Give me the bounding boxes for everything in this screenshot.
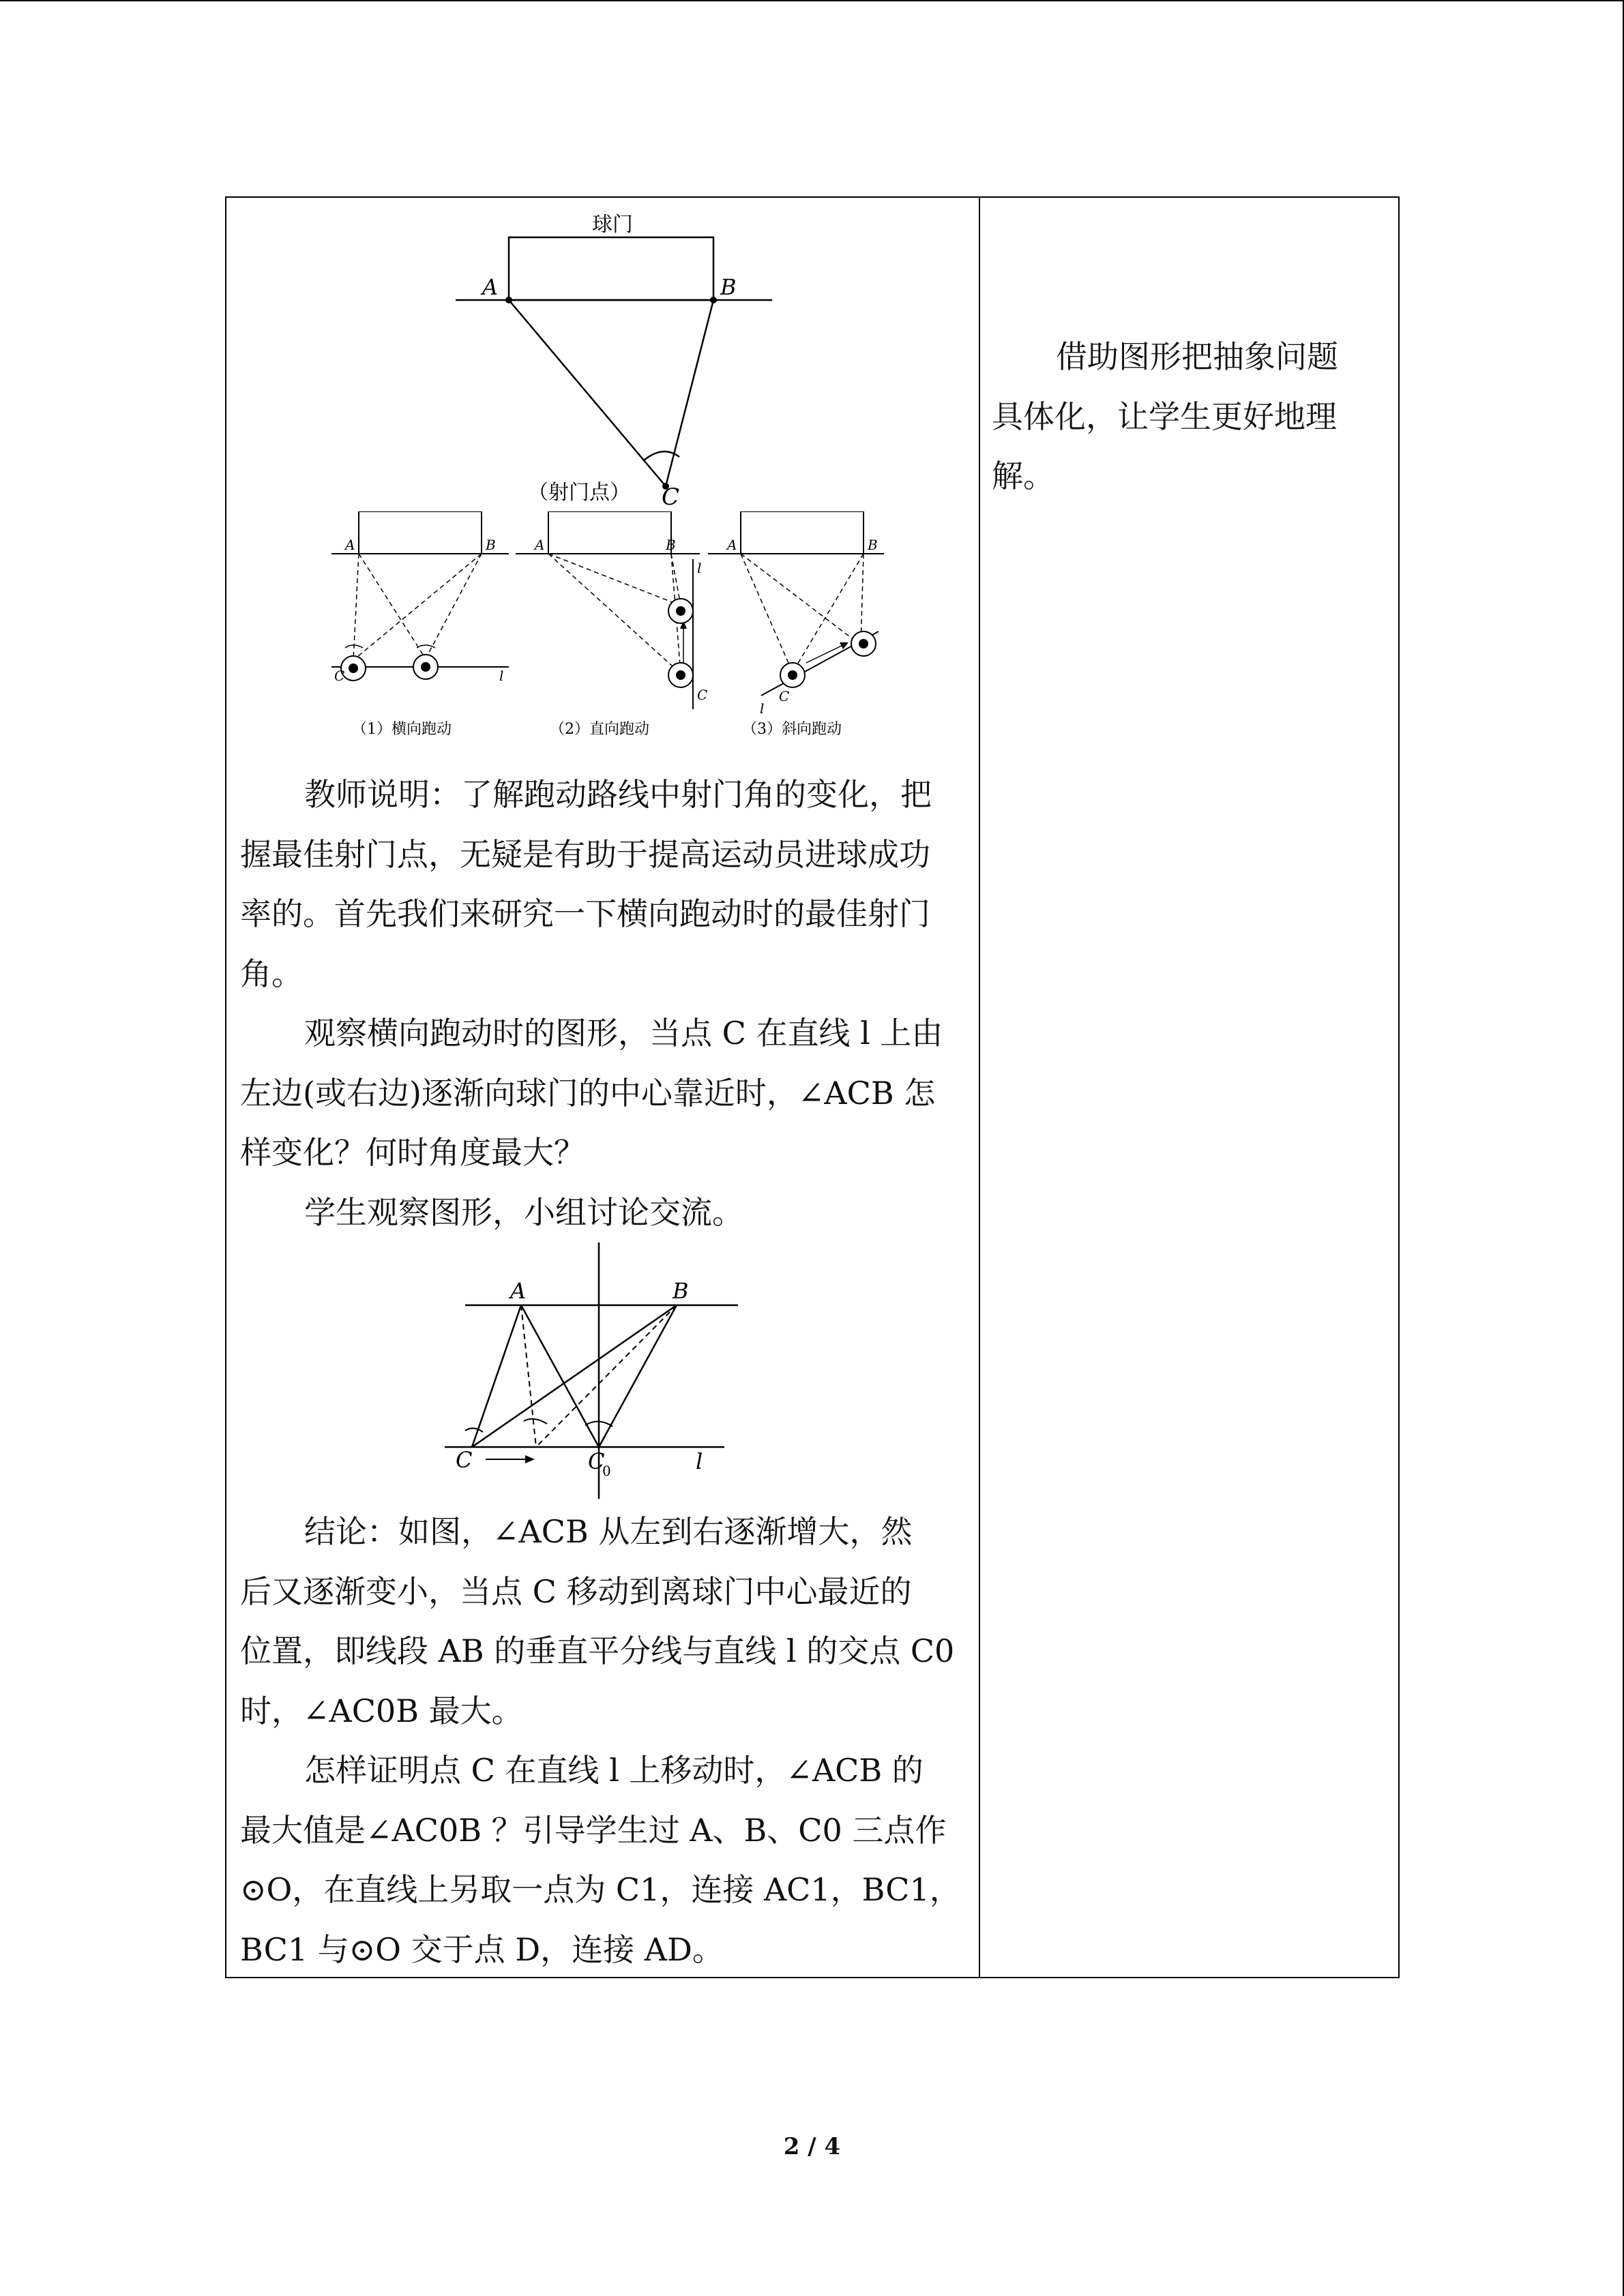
fig2-2-label-l: l — [697, 560, 702, 576]
text-line: 握最佳射门点，无疑是有助于提高运动员进球成功 — [240, 835, 930, 873]
fig3-label-c: C — [456, 1447, 473, 1473]
right-cell — [992, 198, 1387, 1977]
lesson-table — [225, 196, 1400, 1978]
fig3-label-a: A — [510, 1278, 527, 1304]
goal-label: 球门 — [592, 213, 633, 237]
fig3-label-l: l — [696, 1448, 703, 1474]
fig2-3-label-b: B — [868, 537, 878, 553]
caption-diagonal: （3）斜向跑动 — [742, 721, 842, 738]
text-line: 学生观察图形，小组讨论交流。 — [304, 1194, 743, 1231]
text-line: 样变化？何时角度最大？ — [240, 1134, 585, 1171]
column-divider — [979, 198, 980, 1977]
paragraph-discussion — [240, 1183, 966, 1243]
design-intent-note — [992, 327, 1389, 507]
figure-goal-angle — [445, 206, 772, 506]
text-line: 角。 — [240, 955, 303, 992]
text-line: 教师说明：了解跑动路线中射门角的变化，把 — [304, 776, 932, 813]
text-line: 解。 — [992, 458, 1054, 494]
fig2-2-label-a: A — [535, 537, 545, 553]
fig3-label-c0-subscript: 0 — [602, 1463, 611, 1479]
text-line: 借助图形把抽象问题 — [1056, 338, 1338, 375]
text-line: ⊙O，在直线上另取一点为 C1，连接 AC1，BC1， — [240, 1871, 961, 1908]
fig1-label-b: B — [720, 274, 737, 300]
text-line: 后又逐渐变小，当点 C 移动到离球门中心最近的 — [240, 1572, 912, 1610]
fig2-2-label-c: C — [697, 687, 708, 703]
fig2-3-label-l: l — [760, 700, 765, 717]
text-line: BC1 与⊙O 交于点 D，连接 AD。 — [240, 1930, 724, 1968]
text-line: 最大值是∠AC0B ？引导学生过 A、B、C0 三点作 — [240, 1811, 947, 1849]
text-line: 左边(或右边)逐渐向球门的中心靠近时，∠ACB 怎 — [240, 1074, 936, 1112]
fig2-1-label-b: B — [486, 537, 496, 553]
paragraph-teacher-explanation — [240, 765, 966, 1004]
page-number: 2 / 4 — [783, 2133, 841, 2160]
text-line: 观察横向跑动时的图形，当点 C 在直线 l 上由 — [304, 1015, 943, 1052]
fig2-1-label-a: A — [345, 537, 355, 553]
paragraph-observe — [240, 1004, 966, 1183]
fig3-label-c0: C — [588, 1448, 605, 1474]
paragraph-conclusion — [240, 1502, 966, 1741]
text-line: 位置，即线段 AB 的垂直平分线与直线 l 的交点 C0 — [240, 1632, 955, 1669]
text-line: 怎样证明点 C 在直线 l 上移动时，∠ACB 的 — [304, 1752, 924, 1789]
text-line: 结论：如图，∠ACB 从左到右逐渐增大，然 — [304, 1513, 913, 1550]
fig2-2-label-b: B — [666, 537, 676, 553]
fig2-3-label-c: C — [779, 688, 790, 704]
caption-vertical: （2）直向跑动 — [550, 721, 649, 738]
text-line: 时，∠AC0B 最大。 — [240, 1692, 523, 1729]
figure-perpendicular-bisector — [438, 1242, 738, 1502]
text-line: 率的。首先我们来研究一下横向跑动时的最佳射门 — [240, 895, 930, 932]
figure-running-modes — [325, 511, 884, 743]
caption-horizontal: （1）横向跑动 — [352, 721, 452, 738]
left-cell — [240, 198, 973, 1977]
text-line: 具体化，让学生更好地理 — [992, 398, 1337, 435]
shoot-point-label: （射门点） — [528, 481, 630, 505]
fig2-1-label-l: l — [499, 668, 504, 684]
fig3-label-b: B — [673, 1278, 689, 1304]
fig1-label-c: C — [662, 483, 680, 506]
paragraph-proof — [240, 1741, 966, 1980]
fig1-label-a: A — [482, 274, 499, 300]
fig2-3-label-a: A — [727, 537, 737, 553]
fig2-1-label-c: C — [334, 668, 345, 684]
